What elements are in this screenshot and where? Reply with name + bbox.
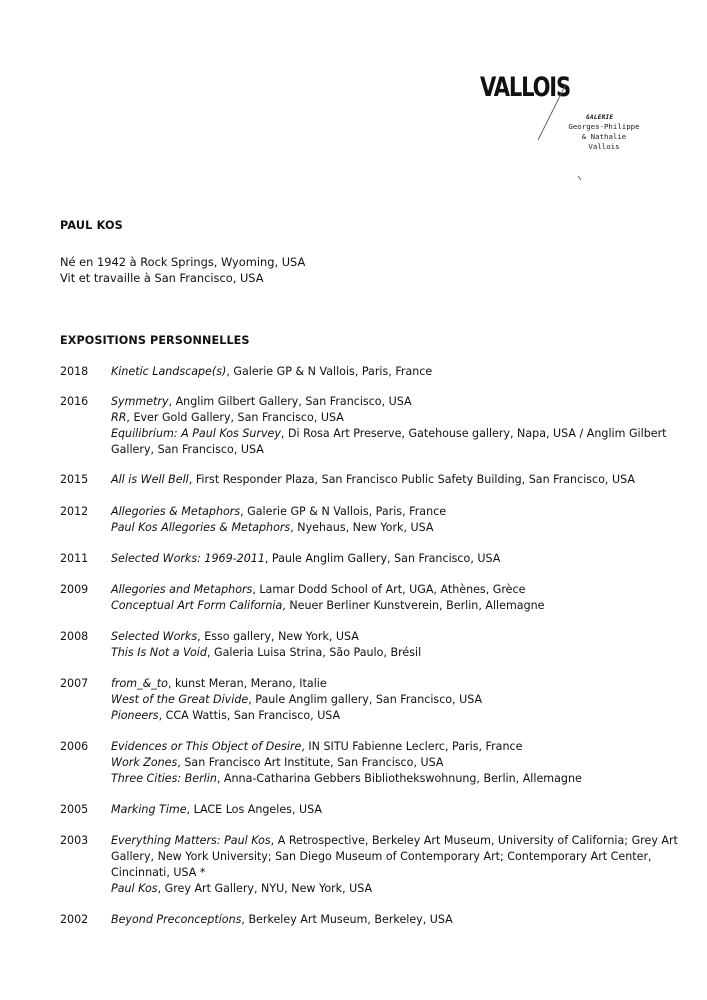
exhibition-item	[111, 912, 681, 928]
logo-name-line: Georges-Philippe	[568, 122, 640, 131]
exhibition-venue: , A Retrospective, Berkeley Art Museum, University of California; Grey Art Gallery, New York University; San Diego Museum of Contemporary Art; Contemporary Art Center, Cincinnati, USA *	[111, 834, 678, 879]
exhibition-year: 2005	[60, 803, 89, 816]
exhibition-items	[111, 833, 681, 897]
exhibition-title: from_&_to	[111, 677, 168, 690]
exhibition-venue: , First Responder Plaza, San Francisco Public Safety Building, San Francisco, USA	[188, 473, 635, 486]
exhibition-title: Evidences or This Object of Desire	[111, 740, 302, 753]
exhibition-item	[111, 394, 681, 410]
exhibition-item	[111, 551, 681, 567]
exhibition-item	[111, 739, 681, 755]
logo-wordmark: VALLOIS	[480, 72, 570, 103]
exhibition-year: 2006	[60, 740, 89, 753]
exhibition-item	[111, 881, 681, 897]
exhibition-venue: , Galerie GP & N Vallois, Paris, France	[240, 505, 447, 518]
exhibition-venue: , Di Rosa Art Preserve, Gatehouse gallery, Napa, USA / Anglim Gilbert Gallery, San Francisco, USA	[111, 427, 667, 456]
logo-galerie-label: GALERIE	[586, 114, 614, 121]
exhibition-items	[111, 802, 681, 818]
exhibition-venue: , Galerie GP & N Vallois, Paris, France	[226, 365, 433, 378]
bio-residence: Vit et travaille à San Francisco, USA	[60, 271, 264, 285]
exhibition-year: 2009	[60, 583, 89, 596]
exhibition-title: Allegories & Metaphors	[111, 505, 241, 518]
exhibition-item	[111, 676, 681, 692]
exhibition-title: Equilibrium: A Paul Kos Survey	[111, 427, 281, 440]
exhibition-title: Three Cities: Berlin	[111, 772, 217, 785]
exhibition-items	[111, 472, 681, 488]
exhibition-item	[111, 520, 681, 536]
exhibition-item	[111, 598, 681, 614]
logo-name-line: Vallois	[588, 142, 620, 151]
exhibition-item	[111, 629, 681, 645]
bio-birth: Né en 1942 à Rock Springs, Wyoming, USA	[60, 255, 306, 269]
exhibition-venue: , Paule Anglim Gallery, San Francisco, USA	[264, 552, 501, 565]
exhibition-title: Allegories and Metaphors	[111, 583, 253, 596]
exhibition-venue: , San Francisco Art Institute, San Francisco, USA	[177, 756, 444, 769]
exhibition-venue: , Grey Art Gallery, NYU, New York, USA	[157, 882, 373, 895]
exhibition-item	[111, 582, 681, 598]
exhibition-title: All is Well Bell	[111, 473, 189, 486]
exhibition-venue: , Neuer Berliner Kunstverein, Berlin, Allemagne	[282, 599, 545, 612]
exhibition-year: 2015	[60, 473, 89, 486]
exhibition-item	[111, 708, 681, 724]
exhibition-venue: , CCA Wattis, San Francisco, USA	[158, 709, 341, 722]
artist-name: PAUL KOS	[60, 219, 123, 232]
exhibition-title: Paul Kos	[111, 882, 158, 895]
section-heading: EXPOSITIONS PERSONNELLES	[60, 334, 250, 347]
exhibition-items	[111, 629, 681, 661]
exhibition-title: This Is Not a Void	[111, 646, 207, 659]
exhibition-title: Work Zones	[111, 756, 178, 769]
exhibition-items	[111, 394, 681, 458]
exhibition-title: Everything Matters: Paul Kos	[111, 834, 271, 847]
exhibition-title: Symmetry	[111, 395, 169, 408]
exhibition-venue: , kunst Meran, Merano, Italie	[167, 677, 327, 690]
exhibition-year: 2007	[60, 677, 89, 690]
exhibition-venue: , Paule Anglim gallery, San Francisco, USA	[248, 693, 483, 706]
exhibition-venue: , Berkeley Art Museum, Berkeley, USA	[241, 913, 453, 926]
exhibition-venue: , Ever Gold Gallery, San Francisco, USA	[126, 411, 344, 424]
exhibition-title: Conceptual Art Form California	[111, 599, 283, 612]
exhibition-item	[111, 410, 681, 426]
exhibition-item	[111, 645, 681, 661]
exhibition-items	[111, 582, 681, 614]
exhibition-venue: , Anna-Catharina Gebbers Bibliothekswohnung, Berlin, Allemagne	[216, 772, 582, 785]
exhibition-items	[111, 676, 681, 724]
exhibition-title: West of the Great Divide	[111, 693, 249, 706]
logo-name-line: & Nathalie	[581, 132, 627, 141]
exhibition-year: 2011	[60, 552, 89, 565]
exhibition-item	[111, 692, 681, 708]
exhibition-item	[111, 771, 681, 787]
exhibition-item	[111, 472, 681, 488]
exhibition-title: Selected Works: 1969-2011	[111, 552, 265, 565]
exhibition-venue: , Anglim Gilbert Gallery, San Francisco, USA	[168, 395, 412, 408]
exhibition-venue: , Esso gallery, New York, USA	[197, 630, 359, 643]
exhibition-year: 2008	[60, 630, 89, 643]
exhibition-title: RR	[111, 411, 127, 424]
exhibition-title: Selected Works	[111, 630, 198, 643]
exhibition-title: Marking Time	[111, 803, 187, 816]
logo-gallery-names	[562, 122, 646, 152]
exhibition-items	[111, 912, 681, 928]
exhibition-title: Beyond Preconceptions	[111, 913, 242, 926]
exhibition-item	[111, 364, 681, 380]
gallery-logo	[480, 72, 650, 182]
exhibition-year: 2018	[60, 365, 89, 378]
exhibition-venue: , LACE Los Angeles, USA	[186, 803, 322, 816]
exhibition-year: 2002	[60, 913, 89, 926]
exhibition-item	[111, 504, 681, 520]
exhibition-item	[111, 426, 681, 458]
exhibition-year: 2003	[60, 834, 89, 847]
exhibition-year: 2012	[60, 505, 89, 518]
exhibition-item	[111, 802, 681, 818]
exhibition-venue: , Nyehaus, New York, USA	[290, 521, 434, 534]
exhibition-venue: , Lamar Dodd School of Art, UGA, Athènes, Grèce	[252, 583, 526, 596]
exhibition-items	[111, 364, 681, 380]
exhibition-venue: , Galeria Luisa Strina, São Paulo, Brésil	[206, 646, 422, 659]
exhibition-venue: , IN SITU Fabienne Leclerc, Paris, France	[301, 740, 523, 753]
exhibition-year: 2016	[60, 395, 89, 408]
exhibition-title: Pioneers	[111, 709, 159, 722]
exhibition-title: Paul Kos Allegories & Metaphors	[111, 521, 291, 534]
exhibition-items	[111, 504, 681, 536]
exhibition-items	[111, 739, 681, 787]
exhibition-title: Kinetic Landscape(s)	[111, 365, 227, 378]
exhibition-items	[111, 551, 681, 567]
exhibition-item	[111, 833, 681, 881]
artist-bio	[60, 254, 305, 286]
exhibition-item	[111, 755, 681, 771]
